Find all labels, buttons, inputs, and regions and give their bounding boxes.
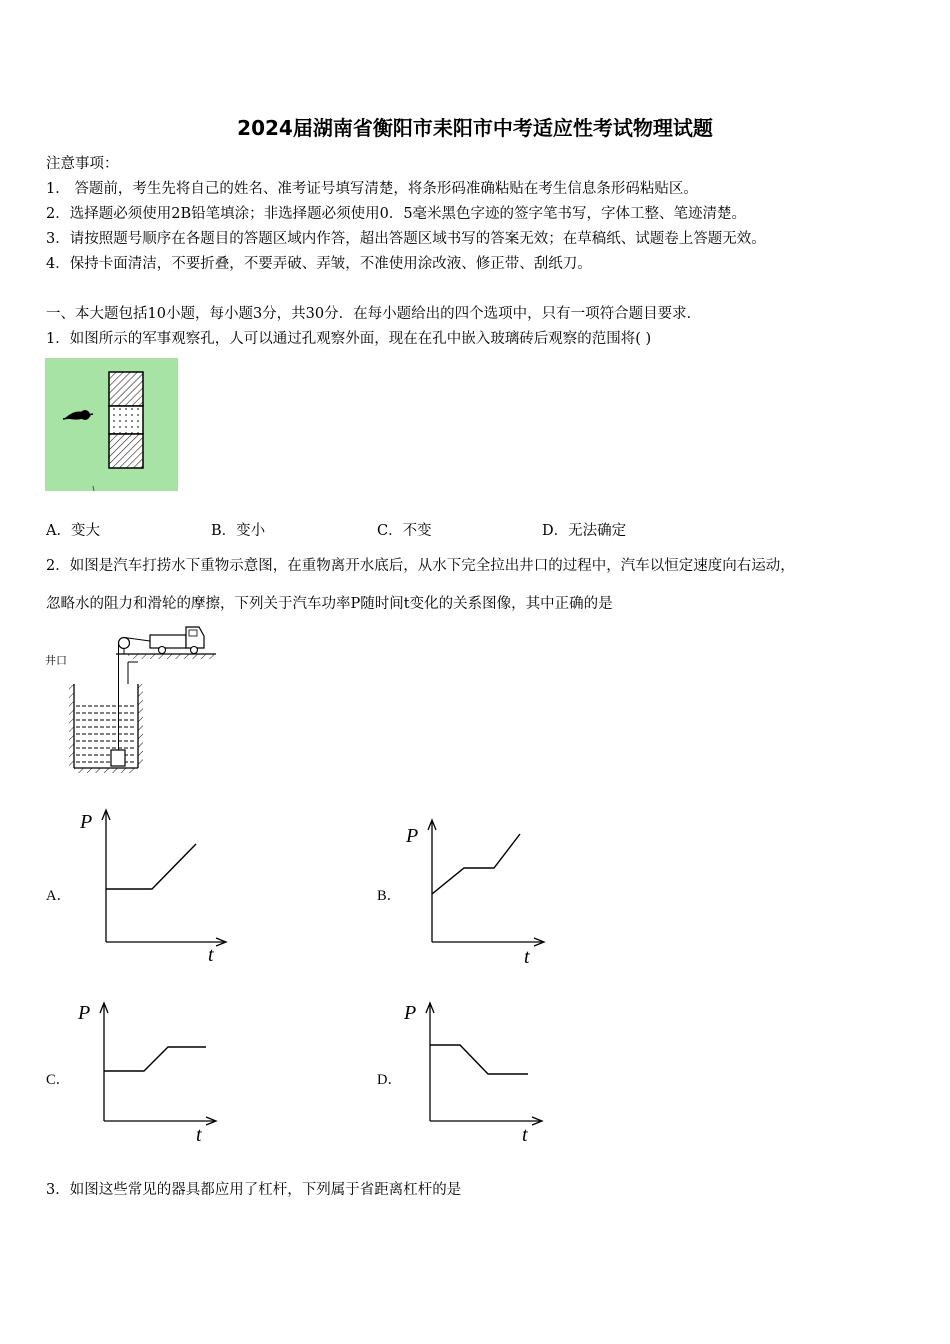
notice-item: 4．保持卡面清洁，不要折叠，不要弄破、弄皱，不准使用涂改液、修正带、刮纸刀。 bbox=[46, 256, 592, 272]
notice-heading: 注意事项： bbox=[46, 156, 119, 172]
q1-option-d[interactable]: D．无法确定 bbox=[542, 523, 627, 539]
graph-d-x-label: t bbox=[522, 1124, 528, 1146]
notice-item: 1． 答题前，考生先将自己的姓名、准考证号填写清楚，将条形码准确粘贴在考生信息条形码粘贴区。 bbox=[46, 181, 698, 197]
graph-c-x-label: t bbox=[196, 1124, 202, 1146]
graph-a-x-label: t bbox=[208, 944, 214, 966]
q1-observation-hole-figure bbox=[45, 358, 178, 491]
q2-option-d[interactable]: D． bbox=[377, 1072, 402, 1088]
question-2-text-line2: 忽略水的阻力和滑轮的摩擦，下列关于汽车功率P随时间t变化的关系图像，其中正确的是 bbox=[46, 596, 613, 612]
graph-d-curve bbox=[430, 1045, 528, 1074]
graph-b-curve bbox=[432, 834, 520, 894]
q2-option-b[interactable]: B． bbox=[377, 888, 402, 904]
page-title: 2024届湖南省衡阳市耒阳市中考适应性考试物理试题 bbox=[237, 116, 713, 140]
notice-item: 3．请按照题号顺序在各题目的答题区域内作答，超出答题区域书写的答案无效；在草稿纸、试题卷上答题无效。 bbox=[46, 231, 766, 247]
graph-d-y-label: P bbox=[404, 1002, 417, 1024]
graph-c-y-label: P bbox=[78, 1002, 91, 1024]
q2-graph-d bbox=[402, 997, 557, 1147]
question-3-text: 3．如图这些常见的器具都应用了杠杆，下列属于省距离杠杆的是 bbox=[46, 1182, 462, 1198]
q1-option-a[interactable]: A．变大 bbox=[46, 523, 100, 539]
q2-truck-well-figure bbox=[68, 622, 228, 774]
graph-b-x-label: t bbox=[524, 946, 530, 968]
q1-option-b[interactable]: B．变小 bbox=[211, 523, 266, 539]
notice-item: 2．选择题必须使用2B铅笔填涂；非选择题必须使用0．5毫米黑色字迹的签字笔书写，字体工整、笔迹清楚。 bbox=[46, 206, 747, 222]
graph-c-curve bbox=[104, 1047, 206, 1071]
q2-graph-b bbox=[404, 808, 559, 968]
graph-a-curve bbox=[106, 844, 196, 889]
graph-a-y-label: P bbox=[80, 811, 93, 833]
q2-option-c[interactable]: C． bbox=[46, 1072, 71, 1088]
well-label: 井口 bbox=[45, 654, 67, 667]
question-2-text-line1: 2．如图是汽车打捞水下重物示意图，在重物离开水底后，从水下完全拉出井口的过程中，汽车以恒定速度向右运动， bbox=[46, 558, 795, 574]
q1-option-c[interactable]: C．不变 bbox=[377, 523, 432, 539]
question-1-text: 1．如图所示的军事观察孔，人可以通过孔观察外面，现在在孔中嵌入玻璃砖后观察的范围将( ) bbox=[46, 331, 652, 347]
q2-option-a[interactable]: A． bbox=[46, 888, 71, 904]
section-heading: 一、本大题包括10小题，每小题3分，共30分．在每小题给出的四个选项中，只有一项符合题目要求． bbox=[46, 306, 702, 322]
graph-b-y-label: P bbox=[406, 825, 419, 847]
q2-graph-c bbox=[76, 997, 231, 1147]
q2-graph-a bbox=[78, 808, 233, 968]
